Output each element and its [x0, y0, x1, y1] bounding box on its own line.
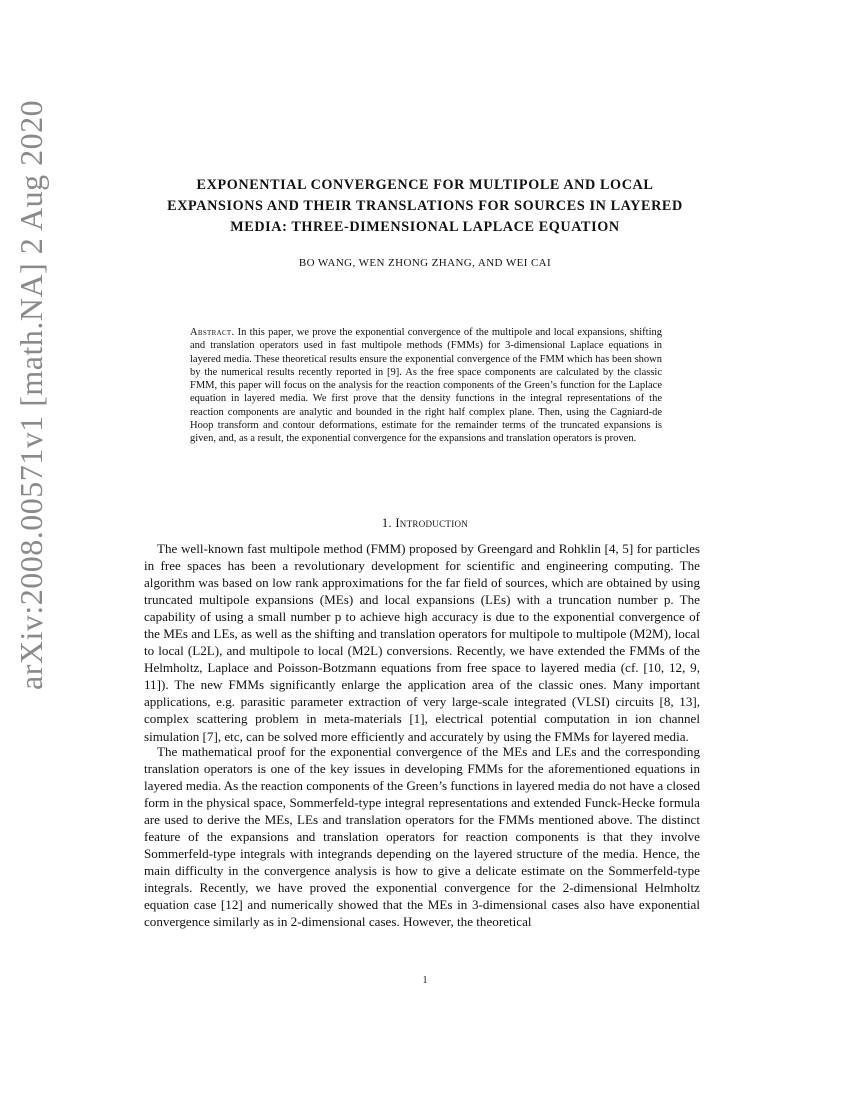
body-paragraph-2: The mathematical proof for the exponential convergence of the MEs and LEs and the corresponding translation operators is one of the key issues in developing FMMs for the aforementioned equations in layered media. As the reaction components of the Green’s functions in layered media do not have a closed form in the physical space, Sommerfeld-type integral representations and extended Funck-Hecke formula are used to derive the MEs, LEs and translation operators for the FMMs mentioned above. The distinct feature of the expansions and translation operators for reaction components is that they involve Sommerfeld-type integrals with integrands depending on the layered structure of the media. Hence, the main difficulty in the convergence analysis is how to give a delicate estimate on the Sommerfeld-type integrals. Recently, we have proved the exponential convergence for the 2-dimensional Helmholtz equation case [12] and numerically showed that the MEs in 3-dimensional cases also have exponential convergence similarly as in 2-dimensional cases. However, the theoretical: [144, 744, 700, 930]
section-heading: [150, 516, 700, 531]
section-number: 1.: [381, 516, 392, 530]
page-number: 1: [422, 975, 428, 986]
body-paragraph-1: The well-known fast multipole method (FMM) proposed by Greengard and Rohklin [4, 5] for particles in free spaces has been a revolutionary development for scientific and engineering computing. The algorithm was based on low rank approximations for the far field of sources, which are obtained by using truncated multipole expansions (MEs) and local expansions (LEs) with a truncation number p. The capability of using a small number p to achieve high accuracy is due to the exponential convergence of the MEs and LEs, as well as the shifting and translation operators for multipole to multipole (M2M), local to local (L2L), and multipole to local (M2L) conversions. Recently, we have extended the FMMs of the Helmholtz, Laplace and Poisson-Botzmann equations from free space to layered media (cf. [10, 12, 9, 11]). The new FMMs significantly enlarge the application area of the classic ones. Many important applications, e.g. parasitic parameter extraction of very large-scale integrated (VLSI) circuits [8, 13], complex scattering problem in meta-materials [1], electrical potential computation in ion channel simulation [7], etc, can be solved more efficiently and accurately by using the FMMs for layered media.: [144, 541, 701, 744]
abstract-label: Abstract.: [190, 327, 235, 338]
paper-authors: BO WANG, WEN ZHONG ZHANG, AND WEI CAI: [298, 257, 552, 269]
section-title: Introduction: [395, 516, 469, 530]
paper-title: EXPONENTIAL CONVERGENCE FOR MULTIPOLE AND LOCAL EXPANSIONS AND THEIR TRANSLATIONS FOR SOURCES IN LAYERED MEDIA: THREE-DIMENSIONAL LAPLACE EQUATION: [167, 177, 683, 235]
abstract: [190, 326, 662, 446]
abstract-text: In this paper, we prove the exponential convergence of the multipole and local expansions, shifting and translation operators used in fast multipole methods (FMMs) for 3-dimensional Laplace equations in layered media. These theoretical results ensure the exponential convergence of the FMM which has been shown by the numerical results recently reported in [9]. As the free space components are calculated by the classic FMM, this paper will focus on the analysis for the reaction components of the Green’s function for the Laplace equation in layered media. We first prove that the density functions in the integral representations of the reaction components are analytic and bounded in the right half complex plane. Then, using the Cagniard-de Hoop transform and contour deformations, estimate for the remainder terms of the truncated expansions is given, and, as a result, the exponential convergence for the expansions and translation operators is proven.: [190, 327, 663, 445]
arxiv-id: arXiv:2008.00571v1 [math.NA] 2 Aug 2020: [13, 99, 49, 690]
